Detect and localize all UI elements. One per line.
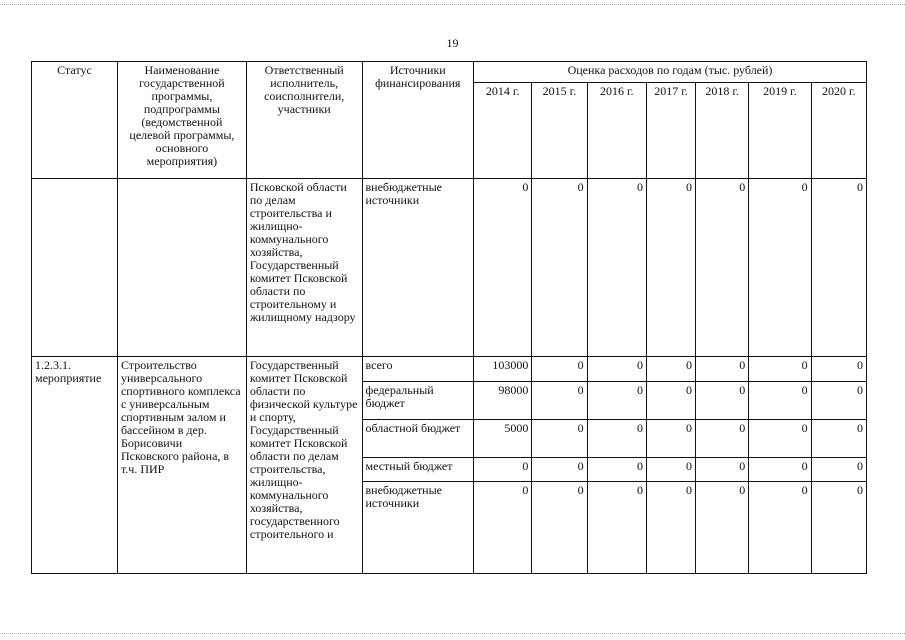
value-cell: 0 xyxy=(646,179,695,357)
value-cell: 0 xyxy=(646,458,695,482)
value-cell: 0 xyxy=(646,357,695,382)
responsible-cell: Государственный комитет Псковской области по физической культуре и спорту, Государственный комитет Псковской области по делам строительства, жилищно-коммунального хозяйства, государственного строительного и xyxy=(246,357,362,574)
value-cell: 0 xyxy=(532,357,587,382)
source-cell: местный бюджет xyxy=(362,458,474,482)
value-cell: 0 xyxy=(749,179,811,357)
table-row xyxy=(32,179,867,357)
value-cell: 103000 xyxy=(474,357,532,382)
header-estimate: Оценка расходов по годам (тыс. рублей) xyxy=(474,62,867,83)
value-cell: 0 xyxy=(811,179,866,357)
value-cell: 0 xyxy=(587,458,646,482)
value-cell: 0 xyxy=(646,482,695,574)
status-cell xyxy=(32,179,118,357)
value-cell: 0 xyxy=(696,458,749,482)
year-header: 2016 г. xyxy=(587,82,646,178)
value-cell: 0 xyxy=(811,458,866,482)
value-cell: 0 xyxy=(749,357,811,382)
name-cell xyxy=(117,179,246,357)
value-cell: 0 xyxy=(532,482,587,574)
scan-noise-top xyxy=(0,4,905,6)
value-cell: 0 xyxy=(749,420,811,458)
source-cell: внебюджетные источники xyxy=(362,179,474,357)
value-cell: 0 xyxy=(811,382,866,420)
value-cell: 0 xyxy=(587,420,646,458)
value-cell: 0 xyxy=(696,382,749,420)
source-cell: федеральный бюджет xyxy=(362,382,474,420)
expenses-table xyxy=(31,61,867,574)
value-cell: 0 xyxy=(587,482,646,574)
year-header: 2017 г. xyxy=(646,82,695,178)
value-cell: 0 xyxy=(696,420,749,458)
value-cell: 0 xyxy=(811,420,866,458)
year-header: 2019 г. xyxy=(749,82,811,178)
value-cell: 0 xyxy=(532,179,587,357)
value-cell: 0 xyxy=(587,357,646,382)
year-header: 2020 г. xyxy=(811,82,866,178)
value-cell: 0 xyxy=(749,482,811,574)
status-cell: 1.2.3.1. мероприятие xyxy=(32,357,118,574)
value-cell: 0 xyxy=(696,357,749,382)
header-responsible: Ответственный исполнитель, соисполнители, участники xyxy=(246,62,362,179)
scan-noise-bottom xyxy=(0,633,905,635)
table-row xyxy=(32,357,867,382)
value-cell: 0 xyxy=(474,179,532,357)
responsible-cell: Псковской области по делам строительства и жилищно-коммунального хозяйства, Государственный комитет Псковской области по строительному и жилищному надзору xyxy=(246,179,362,357)
value-cell: 5000 xyxy=(474,420,532,458)
value-cell: 0 xyxy=(587,179,646,357)
value-cell: 0 xyxy=(532,420,587,458)
value-cell: 0 xyxy=(532,382,587,420)
name-cell: Строительство универсального спортивного комплекса с универсальным спортивным залом и бассейном в дер. Борисовичи Псковского района, в т.ч. ПИР xyxy=(117,357,246,574)
value-cell: 0 xyxy=(646,382,695,420)
value-cell: 0 xyxy=(474,482,532,574)
header-status: Статус xyxy=(32,62,118,179)
value-cell: 0 xyxy=(749,458,811,482)
value-cell: 0 xyxy=(587,382,646,420)
page-number: 19 xyxy=(446,36,459,50)
value-cell: 0 xyxy=(749,382,811,420)
source-cell: всего xyxy=(362,357,474,382)
source-cell: областной бюджет xyxy=(362,420,474,458)
header-name: Наименование государственной программы, подпрограммы (ведомственной целевой программы, основного мероприятия) xyxy=(117,62,246,179)
value-cell: 0 xyxy=(646,420,695,458)
value-cell: 0 xyxy=(811,357,866,382)
value-cell: 0 xyxy=(696,482,749,574)
year-header: 2015 г. xyxy=(532,82,587,178)
value-cell: 98000 xyxy=(474,382,532,420)
value-cell: 0 xyxy=(532,458,587,482)
source-cell: внебюджетные источники xyxy=(362,482,474,574)
header-row-1 xyxy=(32,62,867,83)
year-header: 2018 г. xyxy=(696,82,749,178)
value-cell: 0 xyxy=(811,482,866,574)
value-cell: 0 xyxy=(474,458,532,482)
value-cell: 0 xyxy=(696,179,749,357)
year-header: 2014 г. xyxy=(474,82,532,178)
header-sources: Источники финансирования xyxy=(362,62,474,179)
